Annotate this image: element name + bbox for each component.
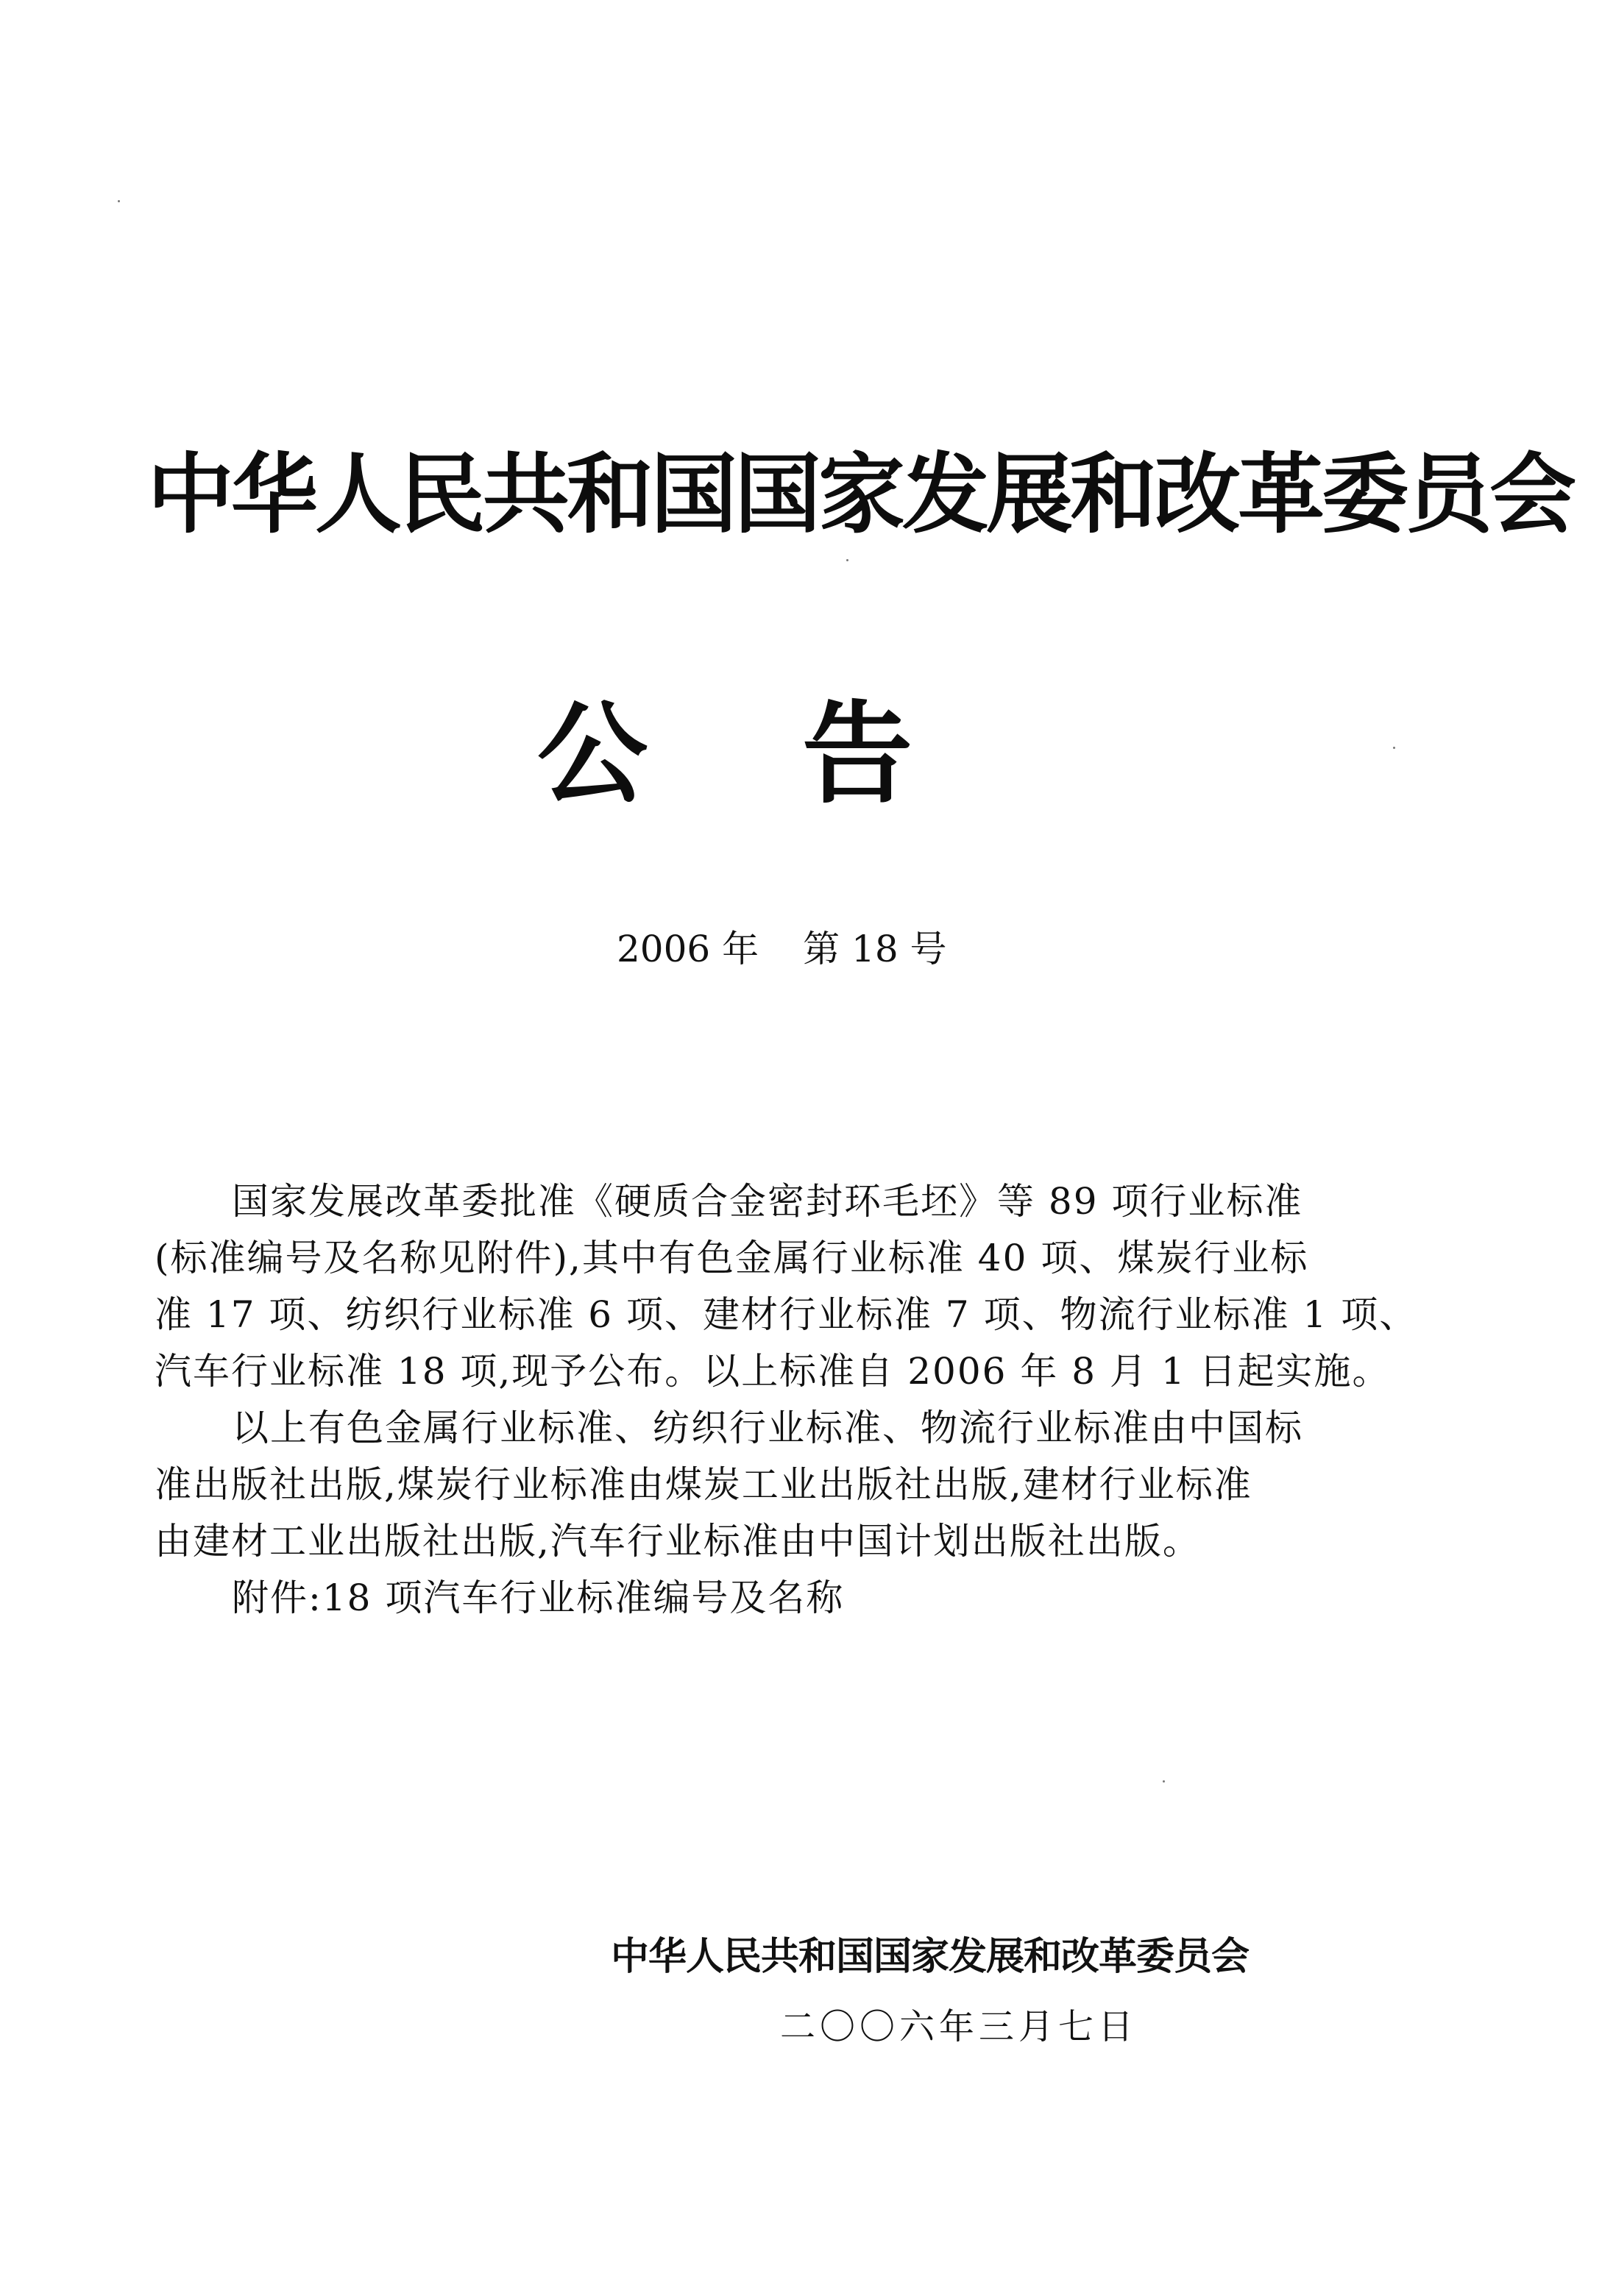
issue-date: 二〇〇六年三月七日 (780, 2006, 1138, 2047)
body-line: (标准编号及名称见附件),其中有色金属行业标准 40 项、煤炭行业标 (155, 1237, 1309, 1279)
body-line: 准 17 项、纺织行业标准 6 项、建材行业标准 7 项、物流行业标准 1 项、 (155, 1293, 1418, 1336)
doc-type-char-2: 告 (802, 689, 913, 819)
issuer-signature: 中华人民共和国国家发展和改革委员会 (611, 1935, 1250, 1979)
document-type-heading (537, 684, 1052, 824)
issue-year: 2006 年 (617, 928, 759, 970)
attachment-line: 附件:18 项汽车行业标准编号及名称 (232, 1577, 845, 1619)
scan-speck (1393, 747, 1395, 749)
scan-speck (118, 200, 120, 202)
scan-speck (1163, 1780, 1165, 1783)
issue-number: 第 18 号 (803, 928, 947, 970)
body-line: 汽车行业标准 18 项,现予公布。以上标准自 2006 年 8 月 1 日起实施。 (155, 1350, 1391, 1393)
body-line: 准出版社出版,煤炭行业标准由煤炭工业出版社出版,建材行业标准 (155, 1463, 1252, 1506)
announcement-body (155, 1173, 1446, 1627)
doc-type-char-1: 公 (537, 689, 648, 819)
issuer-title: 中华人民共和国国家发展和改革委员会 (147, 444, 1574, 545)
issue-number-line (617, 920, 947, 978)
body-line: 由建材工业出版社出版,汽车行业标准由中国计划出版社出版。 (155, 1520, 1201, 1563)
body-line: 以上有色金属行业标准、纺织行业标准、物流行业标准由中国标 (232, 1407, 1303, 1449)
body-line: 国家发展改革委批准《硬质合金密封环毛坯》等 89 项行业标准 (232, 1180, 1303, 1223)
